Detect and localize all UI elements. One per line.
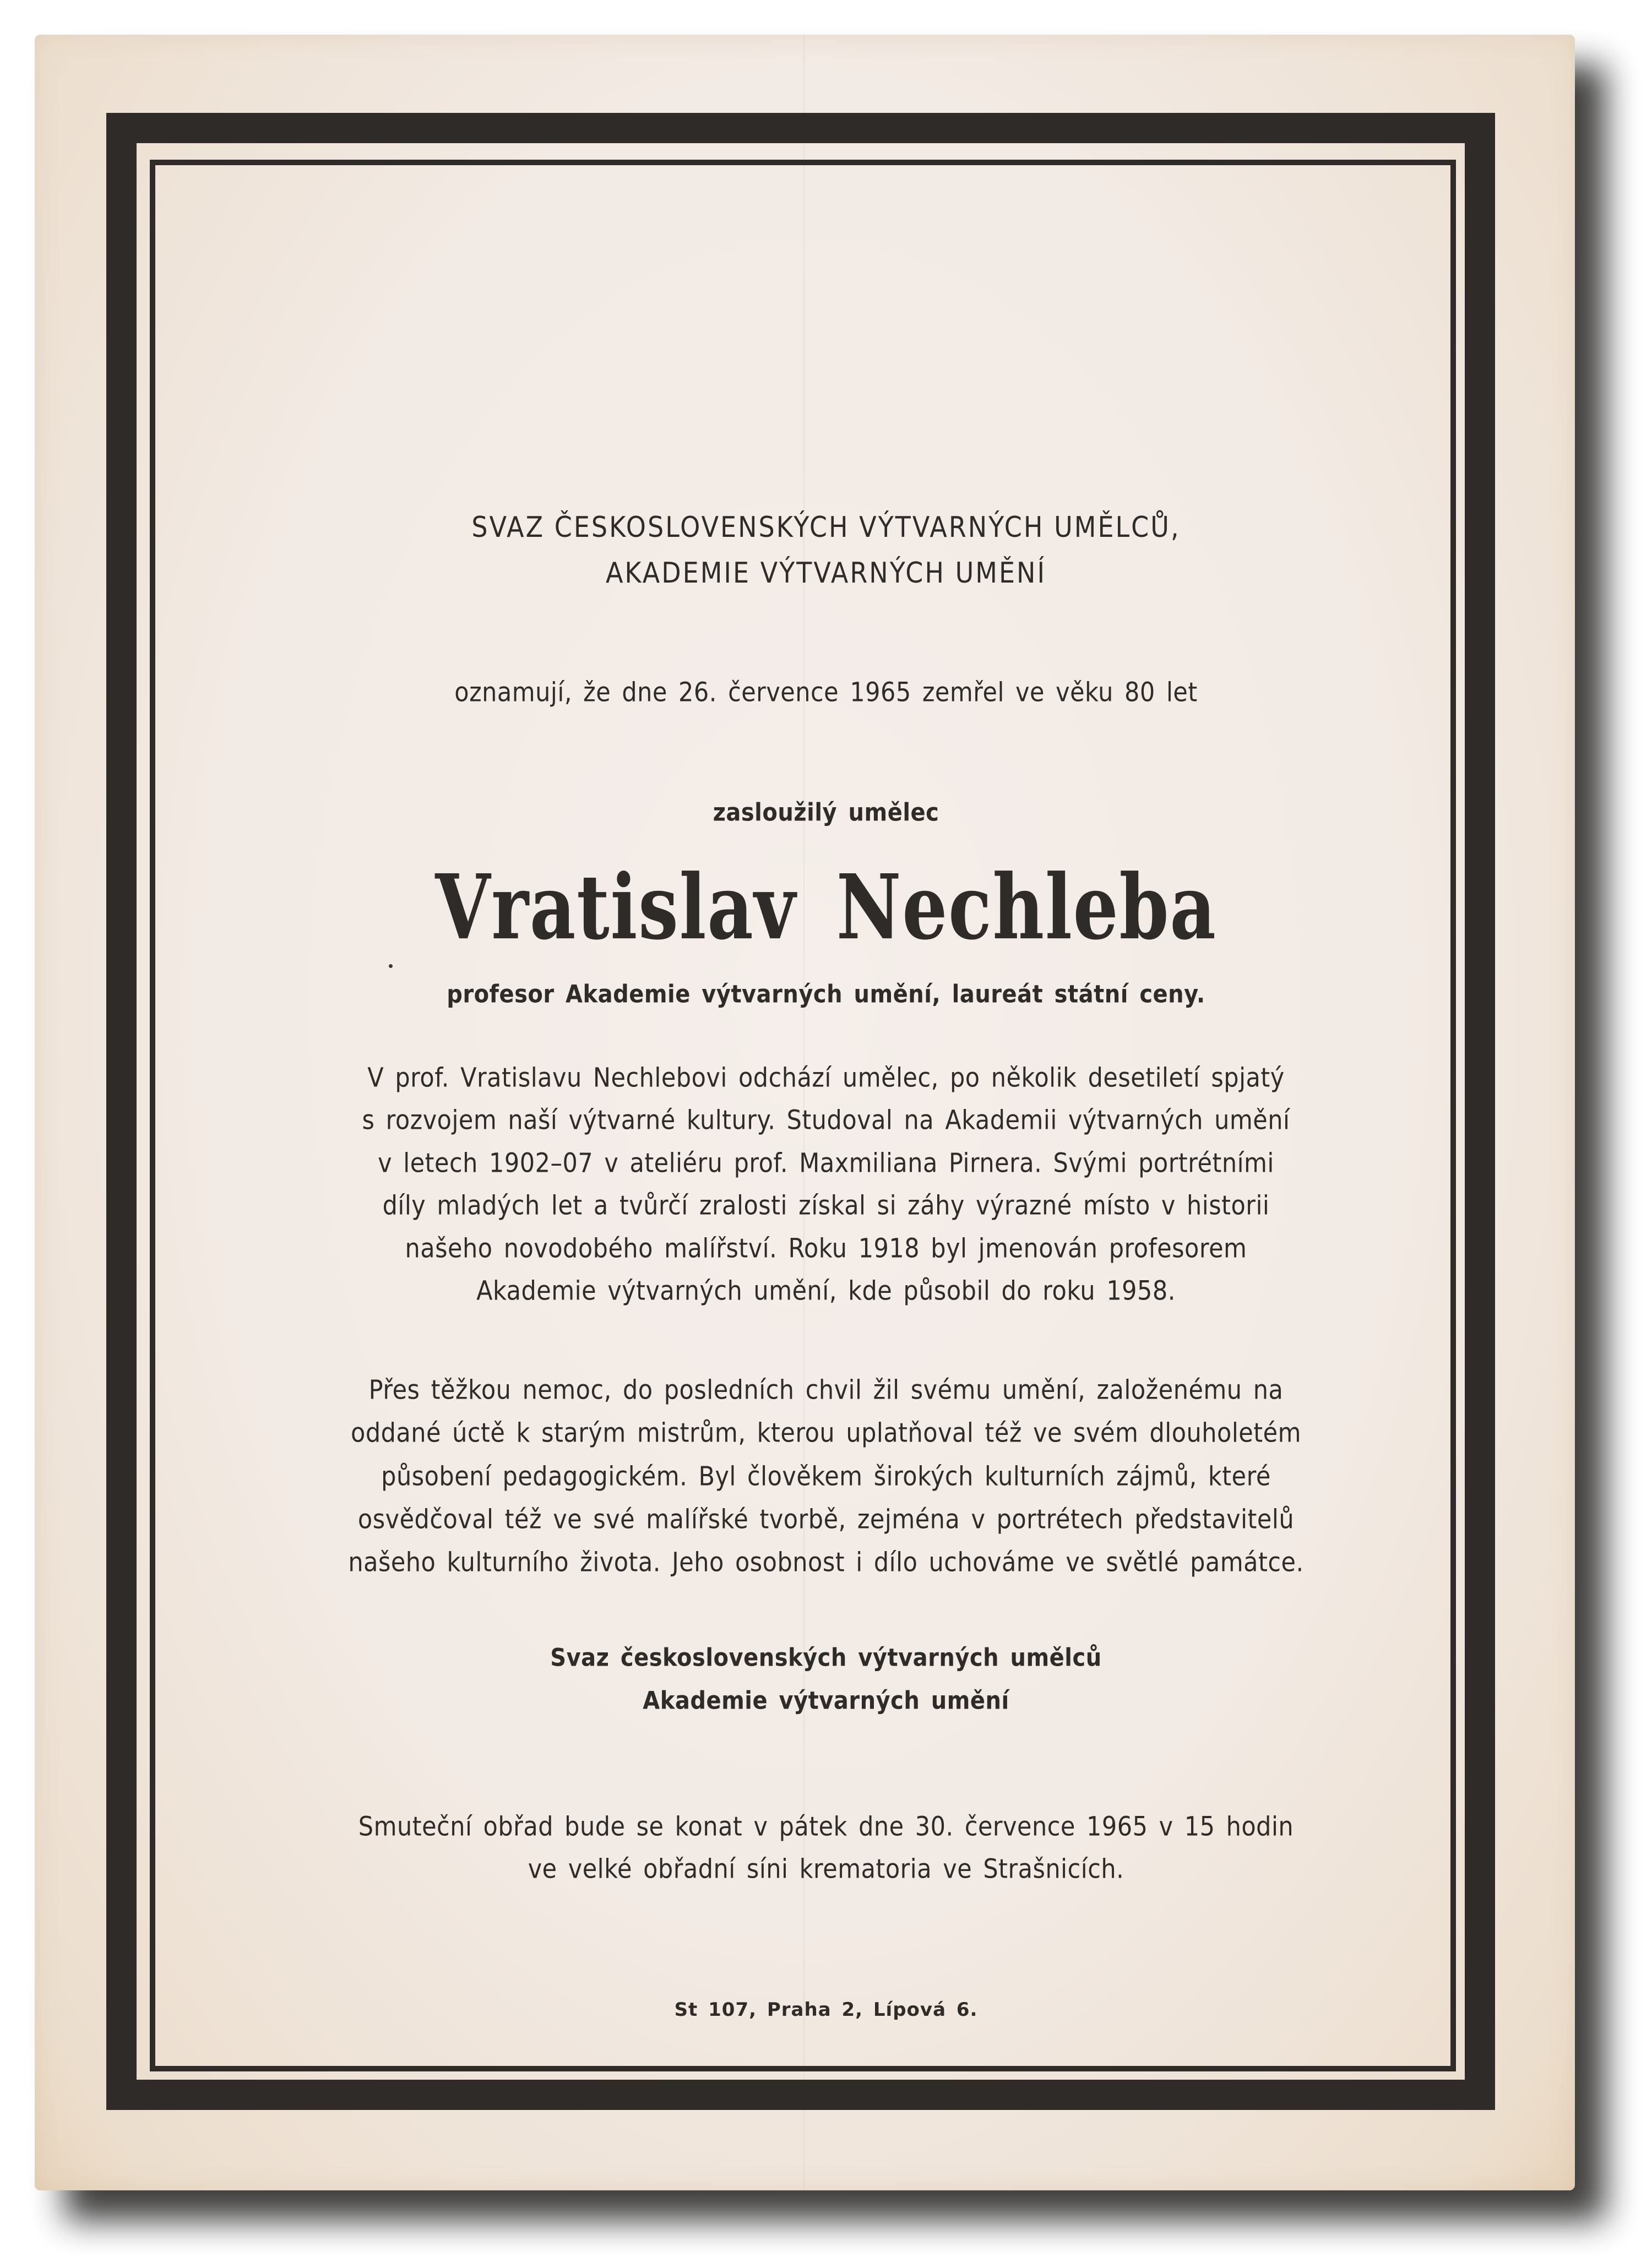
announcement-text: oznamují, že dne 26. července 1965 zemřel ve věku 80 let [454,677,1198,708]
paragraph-line: osvědčoval též ve své malířské tvorbě, zejména v portrétech představitelů [357,1504,1295,1535]
signatory-line: Akademie výtvarných umění [643,1687,1009,1715]
deceased-titles: profesor Akademie výtvarných umění, laureát státní ceny. [447,980,1205,1009]
honorific-title: zasloužilý umělec [713,798,939,827]
deceased-name: Vratislav Nechleba [435,855,1217,960]
header-line-2: AKADEMIE VÝTVARNÝCH UMĚNÍ [605,556,1047,590]
paragraph-line: díly mladých let a tvůrčí zralosti získal si záhy výrazné místo v historii [382,1190,1270,1221]
signatory-line: Svaz československých výtvarných umělců [550,1644,1102,1672]
paragraph-line: našeho kulturního života. Jeho osobnost i dílo uchováme ve světlé památce. [348,1547,1304,1578]
paragraph-line: Akademie výtvarných umění, kde působil do roku 1958. [476,1276,1176,1307]
paragraph-line: působení pedagogickém. Byl člověkem širokých kulturních zájmů, které [381,1461,1271,1492]
header-line-1: SVAZ ČESKOSLOVENSKÝCH VÝTVARNÝCH UMĚLCŮ, [471,510,1181,544]
ink-speck [389,964,393,968]
ceremony-line: Smuteční obřad bude se konat v pátek dne 30. července 1965 v 15 hodin [358,1812,1294,1842]
paragraph-line: Přes těžkou nemoc, do posledních chvil žil svému umění, založenému na [368,1375,1284,1406]
paragraph-line: s rozvojem naší výtvarné kultury. Studoval na Akademii výtvarných umění [362,1105,1290,1136]
paragraph-line: našeho novodobého malířství. Roku 1918 byl jmenován profesorem [405,1233,1247,1264]
paragraph-line: oddané úctě k starým mistrům, kterou uplatňoval též ve svém dlouholetém [351,1418,1301,1449]
paragraph-line: v letech 1902–07 v ateliéru prof. Maxmiliana Pirnera. Svými portrétními [378,1148,1274,1179]
ceremony-line: ve velké obřadní síni krematoria ve Strašnicích. [528,1854,1124,1885]
paragraph-line: V prof. Vratislavu Nechlebovi odchází umělec, po několik desetiletí spjatý [367,1063,1285,1094]
printer-note: St 107, Praha 2, Lípová 6. [674,1999,978,2021]
